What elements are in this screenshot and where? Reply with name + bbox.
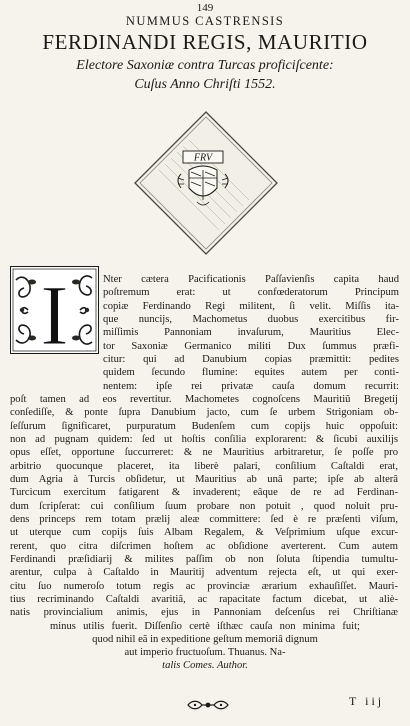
drop-cap-letter: I [40, 267, 69, 354]
header-line-4: Cuſus Anno Chriſti 1552. [134, 77, 276, 92]
coin-engraving [131, 108, 281, 258]
header-line-1: NUMMUS CASTRENSIS [125, 14, 285, 28]
coin-illustration [131, 108, 281, 258]
signature-mark: T iij [349, 694, 385, 708]
text-line-27: minus utilis fuerit. Diſſenſio certè iſthæc cauſa non minima fuit; [50, 621, 360, 632]
text-line-30: talis Comes. Author. [162, 660, 248, 671]
text-line-23: arentur, culpa à Caſtaldo in Mauritij adventum rejecta eſt, ut qui exer- [10, 567, 398, 578]
text-line-6: tor Saxoniæ Germanico militi Dux ſummus præfi- [103, 341, 399, 352]
text-line-24: citu ſuo numeroſo totum regis ac provinciæ ærarium exhauſiſſet. Mauri- [10, 581, 398, 592]
text-line-9: nentem: ipſe rei privatæ cauſa domum recurrit: [103, 381, 399, 392]
text-line-26: natis provincialium animis, ejus in Pannoniam deſcenſus rei Chriſtianæ [10, 607, 398, 618]
text-line-22: Ferdinandi præſidiarij & milites paſſim ob non ſoluta ſtipendia tumultu- [10, 554, 398, 565]
text-line-5: miſſimis Pannoniam invaſurum, Mauritius Elec- [103, 327, 399, 338]
text-line-1: Nter cætera Pacificationis Paſſavienſis capita haud [103, 274, 399, 285]
text-line-4: que nuncijs, Machometus duobus exercitibus fir- [103, 314, 399, 325]
text-line-3: copiæ Ferdinando Regi militent, ſi velit. Miſſis ita- [103, 301, 399, 312]
text-line-7: citur: qui ad Danubium copias præmittit: pedites [103, 354, 399, 365]
text-line-21: rerent, quo citra diſcrimen hoſtem ac obſidione averterent. Cum autem [10, 541, 398, 552]
text-line-11: conſediſſe, & ponte ſupra Danubium jacto, cum ſe urbem Strigoniam ob- [10, 407, 398, 418]
text-line-17: Turcicum exercitum fatigarent & invaderent; eâque de re ad Ferdinan- [10, 487, 398, 498]
text-line-10: poſt tamen ad eos revertitur. Machometes cognoſcens Mauritiũ Bregetij [10, 394, 398, 405]
coin-inscription: FRV [193, 152, 213, 164]
text-line-8: quidem ſecundo flumine: equites autem per conti- [103, 367, 399, 378]
tailpiece-ornament-icon [184, 698, 232, 712]
page-number: 149 [196, 2, 214, 14]
ornament-drop-cap-icon [10, 266, 99, 354]
decorated-initial [10, 266, 99, 354]
text-line-29: aut imperio fructuoſum. Thuanus. Na- [124, 647, 286, 658]
text-line-12: ſeſſurum ſignificaret, purpuratum Budenſem cum copijs huic oppoſuit: [10, 421, 398, 432]
text-line-19: dens princeps rem totam prælij aleæ committere: ſed è re præſenti viſum, [10, 514, 398, 525]
text-line-18: dum ſcripſerat: cui conſilium ſuum probare non potuit , quod noluit pru- [10, 501, 398, 512]
text-line-15: arbitrio quocunque placeret, ita liberè palari, conſilium Caſtaldi erat, [10, 461, 398, 472]
text-line-13: non ad pugnam quidem: ſed ut hoſtis conſilia explorarent: & ſicubi auxilijs [10, 434, 398, 445]
header-line-3: Electore Saxoniæ contra Turcas proficiſcente: [76, 58, 334, 73]
text-line-16: dum Agria à Turcis obſidetur, ut Mauritius ab unâ parte; ipſe ab alterâ [10, 474, 398, 485]
text-line-20: ut uterque cum copijs ſuis Albam Regalem, & Veſprimium uſque excur- [10, 527, 398, 538]
text-line-14: opus eſſet, opportune ſuccurreret: & ne Mauritius arbitraretur, ſe poſſe pro [10, 447, 398, 458]
text-line-25: tius recriminando Caſtaldi avaritiã, ac rapacitate factum dicebat, ut aliè- [10, 594, 398, 605]
header-line-2: FERDINANDI REGIS, MAURITIO [42, 30, 368, 54]
text-line-2: poſtremum erat: ut confœderatorum Principum [103, 287, 399, 298]
text-line-28: quod nihil eã in expeditione geſtum memoriâ dignum [92, 634, 318, 645]
